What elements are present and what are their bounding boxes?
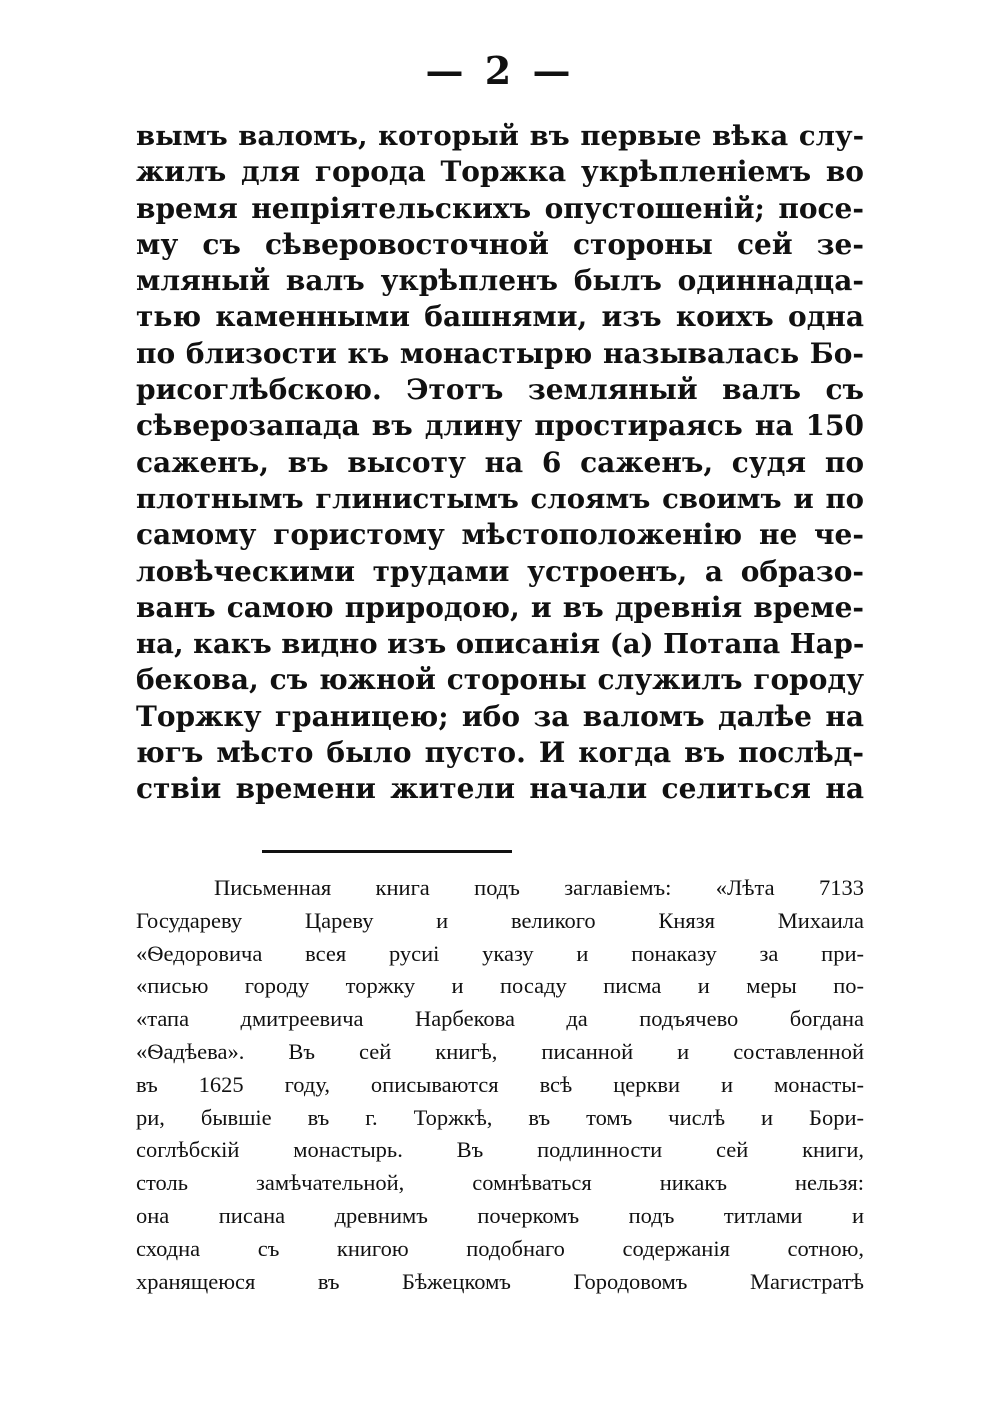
text-line: бекова, съ южной стороны служилъ городу	[136, 663, 864, 697]
footnote-block	[136, 872, 864, 1298]
text-line: сѣверозапада въ длину простираясь на 150	[136, 409, 864, 443]
text-line: саженъ, въ высоту на 6 саженъ, судя по	[136, 445, 864, 479]
text-line: плотнымъ глинистымъ слоямъ своимъ и по	[136, 482, 864, 515]
text-line: время непріятельскихъ опустошеній; посе-	[136, 191, 864, 225]
footnote-line: столь замѣчательной, сомнѣваться никакъ нельзя:	[136, 1170, 864, 1196]
page-number: — 2 —	[425, 48, 575, 93]
text-line: му съ сѣверовосточной стороны сей зе-	[136, 227, 864, 261]
footnote-line: хранящеюся въ Бѣжецкомъ Городовомъ Магистратѣ	[136, 1268, 864, 1294]
footnote-line: въ 1625 году, описываются всѣ церкви и монасты-	[136, 1071, 864, 1097]
footnote-line: она писана древнимъ почеркомъ подъ титлами и	[136, 1202, 864, 1228]
text-line: Торжку границею; ибо за валомъ далѣе на	[136, 699, 864, 733]
text-line: тью каменными башнями, изъ коихъ одна	[136, 300, 864, 334]
text-line: по близости къ монастырю называлась Бо-	[136, 336, 864, 370]
main-text-block	[136, 118, 864, 808]
text-line: вымъ валомъ, который въ первые вѣка слу-	[136, 120, 864, 152]
footnote-line: «Ѳедоровича всея русиі указу и понаказу за при-	[136, 940, 864, 966]
footnote-line: «тапа дмитреевича Нарбекова да подъячево богдана	[136, 1006, 864, 1032]
text-line: мляный валъ укрѣпленъ былъ одиннадца-	[136, 264, 864, 298]
text-line: ствіи времени жители начали селиться на	[136, 772, 864, 806]
text-line: на, какъ видно изъ описанія (а) Потапа Нар-	[136, 628, 865, 661]
text-line: жилъ для города Торжка укрѣпленіемъ во	[136, 155, 864, 189]
footnote-line: Государеву Цареву и великого Князя Михаила	[136, 907, 864, 933]
text-line: югъ мѣсто было пусто. И когда въ послѣд-	[136, 736, 864, 770]
footnote-line: сходна съ книгою подобнаго содержанія сотною,	[136, 1235, 864, 1261]
footnote-line: соглѣбскій монастырь. Въ подлинности сей книги,	[136, 1137, 864, 1163]
footnote-divider	[262, 850, 512, 853]
footnote-line: ри, бывшіе въ г. Торжкѣ, въ томъ числѣ и Бори-	[136, 1104, 864, 1130]
text-line: рисоглѣбскою. Этотъ земляный валъ съ	[136, 373, 864, 407]
footnote-line: Письменная книга подъ заглавіемъ: «Лѣта 7133	[214, 875, 864, 900]
text-line: самому гористому мѣстоположенію не че-	[136, 518, 864, 552]
footnote-line: «писью городу торжку и посаду писма и меры по-	[136, 973, 864, 999]
text-line: ловѣческими трудами устроенъ, а образо-	[136, 554, 864, 588]
text-line: ванъ самою природою, и въ древнія време-	[136, 590, 864, 624]
footnote-line: «Ѳадѣева». Въ сей книгѣ, писанной и составленной	[136, 1038, 864, 1064]
